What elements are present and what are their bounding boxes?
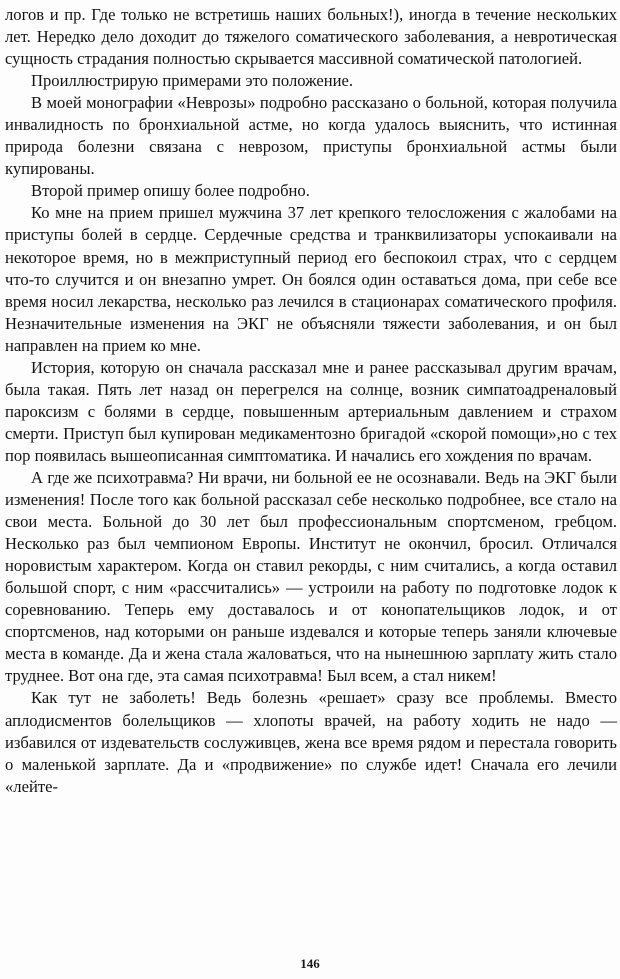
paragraph-5: Ко мне на прием пришел мужчина 37 лет крепкого телосложения с жалобами на приступы болей в сердце. Сердечные средства и транквилизаторы успокаивали на некоторое время, но в межприступный период его беспокоил страх, что с сердцем что-то случится и он внезапно умрет. Он боялся один оставаться дома, при себе все время носил лекарства, несколько раз лечился в стационарах соматического профиля. Незначительные изменения на ЭКГ не объясняли тяжести заболевания, и он был направлен на прием ко мне. xyxy=(5,203,617,355)
paragraph-8: Как тут не заболеть! Ведь болезнь «решает» сразу все проблемы. Вместо аплодисментов болельщиков — хлопоты врачей, на работу ходить не надо — избавился от издевательств сослуживцев, жена все время рядом и перестала говорить о маленькой зарплате. Да и «продвижение» по службе идет! Сначала его лечили «лейте- xyxy=(5,688,617,796)
paragraph-6: История, которую он сначала рассказал мне и ранее рассказывал другим врачам, была такая. Пять лет назад он перегрелся на солнце, возник симпатоадреналовый пароксизм с болями в сердце, повышенным артериальным давлением и страхом смерти. Приступ был купирован медикаментозно бригадой «скорой помощи»,но с тех пор появилась вышеописанная симптоматика. И начались его хождения по врачам. xyxy=(5,357,617,465)
paragraph-2: Проиллюстрирую примерами это положение. xyxy=(31,71,354,91)
paragraph-4: Второй пример опишу более подробно. xyxy=(31,181,310,201)
paragraph-7: А где же психотравма? Ни врачи, ни больной ее не осознавали. Ведь на ЭКГ были изменения! После того как больной рассказал себе несколько подробнее, все стало на свои места. Больной до 30 лет был профессиональным спортсменом, гребцом. Несколько раз был чемпионом Европы. Институт не окончил, бросил. Отличался норовистым характером. Когда он ставил рекорды, с ним считались, а когда оставил большой спорт, с ним «рассчитались» — устроили на работу по подготовке лодок к соревнованию. Теперь ему доставалось и от конопательщиков лодок, и от спортсменов, над которыми он раньше издевался и которые теперь заняли ключевые места в команде. Да и жена стала жаловаться, что на нынешнюю зарплату жить стало труднее. Вот она где, эта самая психотравма! Был всем, а стал никем! xyxy=(5,467,617,686)
body-text xyxy=(5,4,617,798)
page-number: 146 xyxy=(300,956,320,971)
paragraph-3: В моей монографии «Неврозы» подробно рассказано о больной, которая получила инвалидность по бронхиальной астме, но когда удалось выяснить, что истинная природа болезни связана с неврозом, приступы бронхиальной астмы были купированы. xyxy=(5,93,617,179)
paragraph-1: логов и пр. Где только не встретишь наших больных!), иногда в течение нескольких лет. Нередко дело доходит до тяжелого соматического заболевания, а невротическая сущность страдания полностью скрывается массивной соматической патологией. xyxy=(5,5,617,69)
